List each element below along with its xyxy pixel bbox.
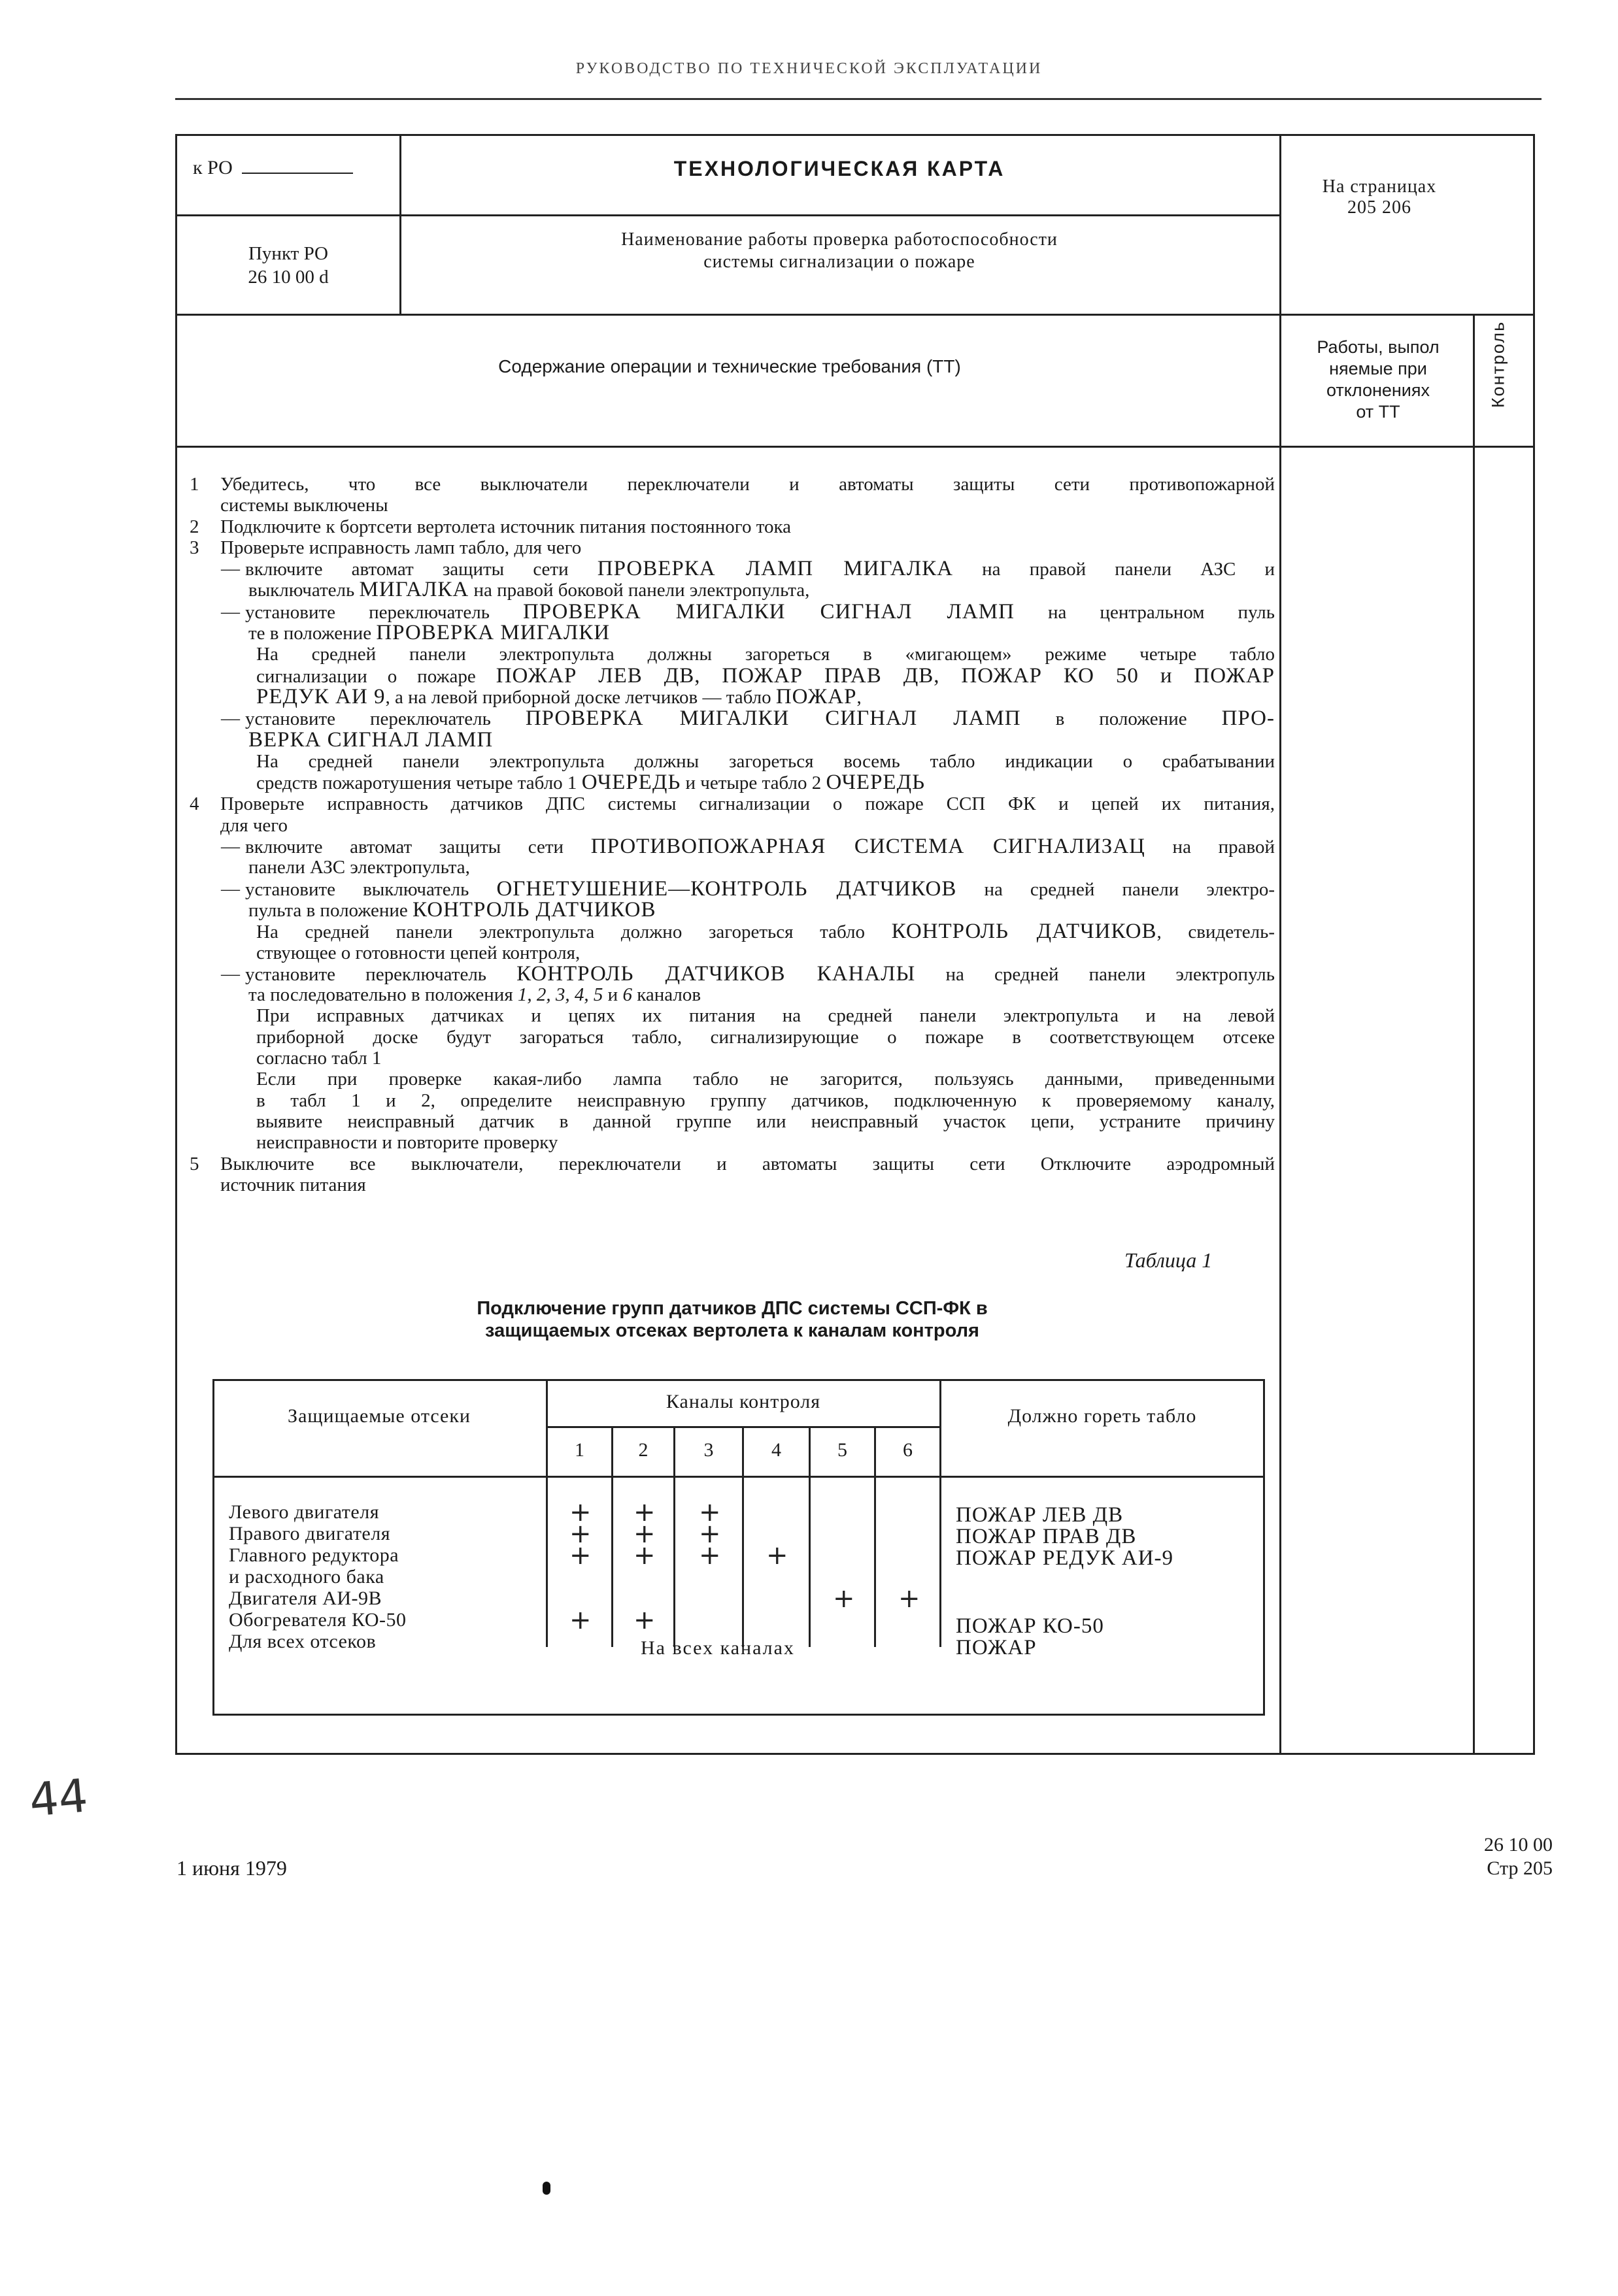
list-item: Обогревателя КО-50 (229, 1609, 407, 1631)
channel-mark: + (569, 1497, 592, 1527)
col-lamp: Должно гореть табло (1007, 1405, 1197, 1427)
table-grid-line (212, 1476, 1265, 1478)
content-column-header: Содержание операции и технические требования (ТТ) (498, 356, 961, 376)
channel-mark: + (569, 1540, 592, 1571)
channel-mark: + (766, 1540, 788, 1571)
list-item: Правого двигателя (229, 1523, 391, 1544)
lamp-cell: ПОЖАР ЛЕВ ДВ (956, 1503, 1124, 1527)
list-item: Главного редуктора (229, 1544, 399, 1566)
scan-speck (543, 2182, 550, 2195)
channel-header: 1 (575, 1439, 584, 1461)
list-item: и расходного бака (229, 1566, 384, 1588)
channel-mark: + (699, 1519, 721, 1549)
step-3: 3 Проверьте исправность ламп табло, для чего (190, 537, 582, 558)
channel-header: 2 (638, 1439, 649, 1461)
grid-line (175, 314, 1535, 316)
channel-header: 6 (903, 1439, 913, 1461)
channel-mark: + (569, 1519, 592, 1549)
procedure-text: 1 Убедитесь, что все выключатели переключатели и автоматы защиты сети противопожарной системы выключены 2 Подключите к бортсети вертолета источник питания постоянного тока 3 Проверьте исправность ламп табло, для чего — включите автомат защиты сети ПРОВЕРКА ЛАМП МИГАЛКА на правой панели АЗС и выключатель МИГАЛКА на правой боковой панели электропульта, — установите переключатель ПРОВЕРКА МИГАЛКИ СИГНАЛ ЛАМП на центральном пуль те в положение ПРОВЕРКА МИГАЛКИ На средней панели электропульта должны загореться в «мигающем» режиме четыре табло сигнализации о пожаре ПОЖАР ЛЕВ ДВ, ПОЖАР ПРАВ ДВ, ПОЖАР КО 50 и ПОЖАР РЕДУК АИ 9, а на левой приборной доске летчиков — табло ПОЖАР, — установите переключатель ПРОВЕРКА МИГАЛКИ СИГНАЛ ЛАМП в положение ПРО- ВЕРКА СИГНАЛ ЛАМП На средней панели электропульта должны загореться восемь табло индикации о срабатывании средств пожаротушения четыре табло 1 ОЧЕРЕДЬ и четыре табло 2 ОЧЕРЕДЬ 4 Проверьте исправность датчиков ДПС системы сигнализации о пожаре ССП ФК и цепей их питания, для чего — включите автомат защиты сети ПРОТИВОПОЖАРНАЯ СИСТЕМА СИГНАЛИЗАЦ на правой панели АЗС электропульта, — установите выключатель ОГНЕТУШЕНИЕ—КОНТРОЛЬ ДАТЧИКОВ на средней панели электро- пульта в положение КОНТРОЛЬ ДАТЧИКОВ На средней панели электропульта должно загореться табло КОНТРОЛЬ ДАТЧИКОВ, свидетель- ствующее о готовности цепей контроля, — установите переключатель КОНТРОЛЬ ДАТЧИКОВ КАНАЛЫ на средней панели электропуль та последовательно в положения 1, 2, 3, 4, 5 и 6 каналов При исправных датчиках и цепях их питания на средней панели электропульта и на левой приборной доске будут загораться табло, сигнализирующие о пожаре в соответствующем отсеке согласно табл 1 Если при проверке какая-либо лампа табло не загорится, пользуясь данными, приведенными в табл 1 и 2, определите неисправную группу датчиков, подключенную к проверяемому каналу, выявите неисправный датчик в данной группе или неисправный участок цепи, устраните причину неисправности и повторите проверку 5 Выключите все выключатели, переключатели и автоматы защиты сети Отключите аэродромный источник питания (190, 474, 1275, 1195)
channel-header: 5 (837, 1439, 847, 1461)
step-2: 2 Подключите к бортсети вертолета источник питания постоянного тока (190, 516, 792, 537)
list-item: Двигателя АИ-9В (229, 1588, 382, 1609)
grid-line (1473, 314, 1475, 1755)
lamp-cell: ПОЖАР КО-50 (956, 1614, 1104, 1638)
punkt-ro: Пункт РО 26 10 00 d (248, 243, 329, 288)
grid-line (1279, 448, 1281, 1755)
all-channels-label: На всех каналах (641, 1637, 795, 1659)
header-rule (175, 98, 1542, 100)
list-item: Левого двигателя (229, 1501, 379, 1523)
lamp-cell: ПОЖАР РЕДУК АИ-9 (956, 1546, 1174, 1570)
step-1: 1 Убедитесь, что все выключатели переключатели и автоматы защиты сети противопожарной (190, 474, 1275, 495)
grid-line (175, 214, 1281, 216)
channel-header: 3 (703, 1439, 714, 1461)
channel-mark: + (699, 1497, 721, 1527)
work-name: Наименование работы проверка работоспособности системы сигнализации о пожаре (621, 229, 1058, 272)
channel-mark: + (633, 1519, 656, 1549)
list-item: Для всех отсеков (229, 1631, 377, 1652)
channel-header: 4 (771, 1439, 781, 1461)
pages-range: На страницах 205 206 (1322, 176, 1437, 218)
deviation-work-column-header: Работы, выпол няемые при отклонениях от ТТ (1317, 337, 1440, 422)
card-title: ТЕХНОЛОГИЧЕСКАЯ КАРТА (673, 157, 1005, 180)
table-number: Таблица 1 (1124, 1248, 1213, 1272)
step-4: 4 Проверьте исправность датчиков ДПС системы сигнализации о пожаре ССП ФК и цепей их питания, (190, 793, 1275, 815)
channel-mark: + (833, 1584, 855, 1614)
lamp-cell: ПОЖАР (956, 1636, 1037, 1659)
running-header: РУКОВОДСТВО ПО ТЕХНИЧЕСКОЙ ЭКСПЛУАТАЦИИ (575, 60, 1043, 77)
table-grid-line (546, 1426, 939, 1428)
channel-mark: + (569, 1605, 592, 1635)
channel-mark: + (898, 1584, 920, 1614)
compartment-list (229, 1501, 406, 1652)
handwritten-number: 44 (27, 1769, 90, 1827)
col-channels: Каналы контроля (666, 1391, 821, 1412)
channel-mark: + (633, 1605, 656, 1635)
ref-field: к РО (193, 157, 353, 179)
channel-mark: + (699, 1540, 721, 1571)
channel-mark: + (633, 1497, 656, 1527)
table-grid-line (546, 1379, 548, 1647)
page-reference: 26 10 00 Стр 205 (1484, 1834, 1553, 1879)
grid-line (175, 446, 1535, 448)
lamp-cell: ПОЖАР ПРАВ ДВ (956, 1525, 1137, 1548)
issue-date: 1 июня 1979 (177, 1856, 287, 1880)
step-5: 5 Выключите все выключатели, переключатели и автоматы защиты сети Отключите аэродромный (190, 1153, 1275, 1174)
col-compartments: Защищаемые отсеки (288, 1405, 471, 1427)
channel-mark: + (633, 1540, 656, 1571)
table-title: Подключение групп датчиков ДПС системы ССП-ФК в защищаемых отсеках вертолета к каналам контроля (477, 1298, 988, 1341)
